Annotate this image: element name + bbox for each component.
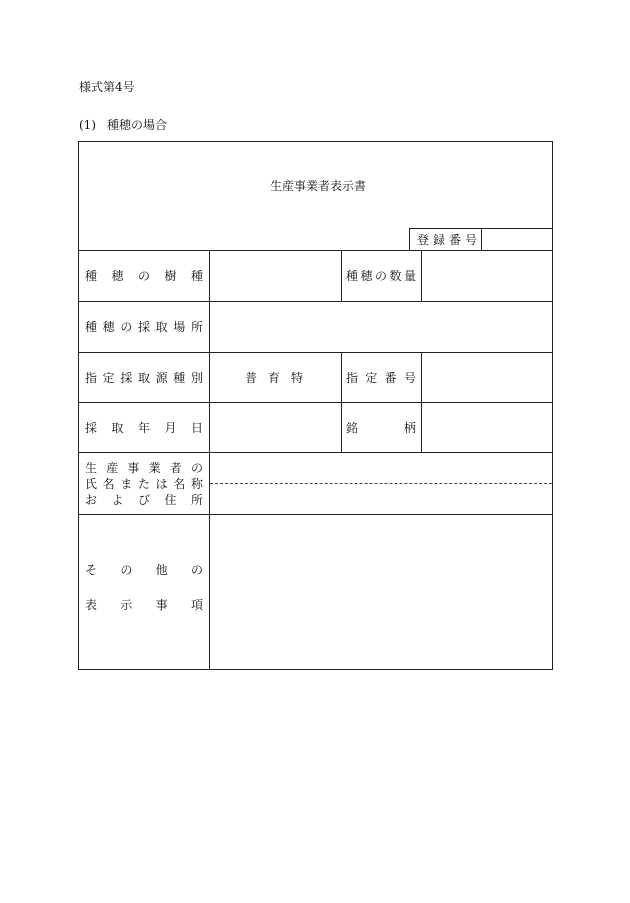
producer-address-field[interactable]	[210, 485, 552, 514]
label-char: ま	[120, 477, 133, 491]
quantity-field[interactable]	[422, 251, 552, 301]
label-char: の	[120, 563, 133, 577]
label-char: 育	[267, 371, 280, 385]
other-label-line2	[85, 598, 203, 612]
label-char: 穂	[102, 320, 115, 334]
label-char: 源	[155, 371, 168, 385]
label-char: の	[137, 269, 150, 283]
label-char: の	[120, 320, 133, 334]
section-number: (1)	[79, 118, 96, 132]
source-type-options[interactable]	[245, 371, 303, 385]
reg-box-left	[409, 228, 410, 251]
label-char: 銘	[346, 421, 359, 435]
label-char: は	[155, 477, 168, 491]
label-char: 住	[164, 493, 177, 507]
label-char: 者	[169, 461, 182, 475]
other-details-field[interactable]	[210, 515, 552, 669]
label-char: 採	[120, 371, 133, 385]
registration-number-field[interactable]	[482, 229, 552, 250]
label-char: 指	[346, 371, 359, 385]
label-char: 特	[290, 371, 303, 385]
label-char: 種	[346, 269, 359, 283]
form-number: 様式第4号	[79, 80, 135, 94]
label-char: 項	[190, 598, 203, 612]
label-char: の	[374, 269, 387, 283]
label-char: 穂	[360, 269, 373, 283]
label-char: 定	[365, 371, 378, 385]
label-char: 名	[173, 477, 186, 491]
label-char: 定	[102, 371, 115, 385]
section-title: 種穂の場合	[107, 118, 168, 132]
label-char: 業	[148, 461, 161, 475]
registration-number-label	[417, 233, 482, 247]
producer-name-field[interactable]	[210, 453, 552, 482]
label-char: 取	[111, 421, 124, 435]
brand-label	[346, 421, 416, 435]
label-char: 産	[106, 461, 119, 475]
label-char: 量	[403, 269, 416, 283]
collection-date-label	[85, 421, 203, 435]
mid-column-line-b	[341, 352, 342, 452]
brand-field[interactable]	[422, 403, 552, 452]
label-char: 称	[190, 477, 203, 491]
other-label-line1	[85, 563, 203, 577]
producer-dashed-divider	[210, 483, 552, 484]
label-char: 登	[417, 233, 434, 247]
label-char: 事	[127, 461, 140, 475]
label-char: 種	[85, 320, 98, 334]
label-char: 所	[190, 493, 203, 507]
label-char: 氏	[85, 477, 98, 491]
label-char: 番	[449, 233, 466, 247]
label-char: 柄	[403, 421, 416, 435]
label-char: 番	[384, 371, 397, 385]
label-char: び	[137, 493, 150, 507]
tree-species-field[interactable]	[210, 251, 341, 301]
form-title: 生産事業者表示書	[270, 179, 367, 193]
label-char: 日	[190, 421, 203, 435]
label-char: 採	[85, 421, 98, 435]
label-char: の	[190, 461, 203, 475]
label-char: 事	[155, 598, 168, 612]
quantity-label	[346, 269, 416, 283]
label-char: 別	[190, 371, 203, 385]
designated-source-type-label	[85, 371, 203, 385]
label-char: 数	[389, 269, 402, 283]
label-char: 種	[190, 269, 203, 283]
collection-place-label	[85, 320, 203, 334]
label-char: 年	[137, 421, 150, 435]
tree-species-label	[85, 269, 203, 283]
label-char: 他	[155, 563, 168, 577]
designated-number-field[interactable]	[422, 353, 552, 402]
label-char: よ	[111, 493, 124, 507]
label-char: 種	[85, 269, 98, 283]
label-char: 号	[403, 371, 416, 385]
producer-label-line3	[85, 493, 203, 507]
label-char: 生	[85, 461, 98, 475]
label-char: 採	[137, 320, 150, 334]
collection-date-field[interactable]	[210, 403, 341, 452]
label-char: 号	[465, 233, 482, 247]
label-char: 普	[245, 371, 258, 385]
label-char: た	[137, 477, 150, 491]
label-char: 示	[120, 598, 133, 612]
label-char: 所	[190, 320, 203, 334]
label-char: 種	[173, 371, 186, 385]
label-char: 月	[164, 421, 177, 435]
designated-number-label	[346, 371, 416, 385]
label-char: 取	[155, 320, 168, 334]
producer-label-line2	[85, 477, 203, 491]
label-char: そ	[85, 563, 98, 577]
label-char: 指	[85, 371, 98, 385]
label-char: 表	[85, 598, 98, 612]
collection-place-field[interactable]	[210, 302, 552, 352]
producer-label-line1	[85, 461, 203, 475]
label-char: 樹	[164, 269, 177, 283]
mid-column-line-a	[341, 250, 342, 301]
label-char: の	[190, 563, 203, 577]
label-char: 穂	[111, 269, 124, 283]
label-char: 取	[137, 371, 150, 385]
label-char: お	[85, 493, 98, 507]
label-char: 録	[433, 233, 450, 247]
label-char: 場	[173, 320, 186, 334]
label-char: 名	[102, 477, 115, 491]
